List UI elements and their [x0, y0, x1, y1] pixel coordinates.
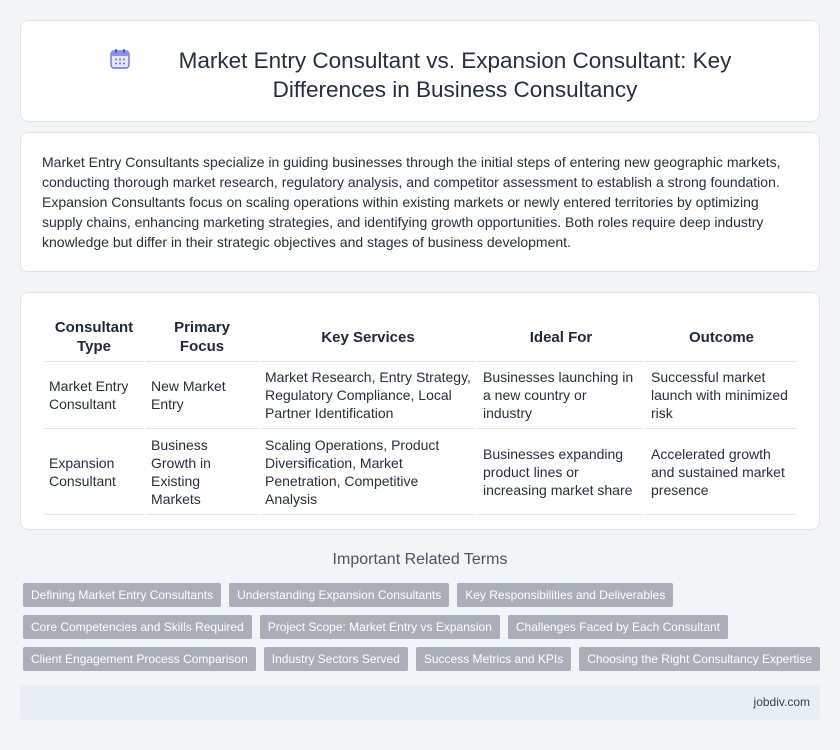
table-cell: Expansion Consultant — [44, 429, 144, 515]
table-cell: Business Growth in Existing Markets — [146, 429, 258, 515]
table-row — [44, 429, 797, 515]
related-term-tag[interactable]: Challenges Faced by Each Consultant — [508, 615, 728, 639]
footer — [20, 686, 820, 720]
table-header-row — [44, 312, 797, 362]
table-cell: Businesses expanding product lines or increasing market share — [478, 429, 644, 515]
calendar-icon — [109, 48, 131, 70]
related-term-tag[interactable]: Success Metrics and KPIs — [416, 647, 571, 671]
title-card — [20, 20, 820, 122]
table-cell: New Market Entry — [146, 362, 258, 429]
page-title-block — [21, 46, 819, 104]
tag-row — [23, 583, 823, 607]
table-cell: Market Entry Consultant — [44, 362, 144, 429]
related-term-tag[interactable]: Client Engagement Process Comparison — [23, 647, 256, 671]
intro-paragraph: Market Entry Consultants specialize in guiding businesses through the initial steps of entering new geographic markets, conducting thorough market research, regulatory analysis, and competitor assessment to establish a strong foundation. Expansion Consultants focus on scaling operations within existing markets or newly entered territories by optimizing supply chains, enhancing marketing strategies, and identifying growth opportunities. Both roles require deep industry knowledge but differ in their strategic objectives and stages of business development. — [42, 154, 781, 250]
related-terms-heading: Important Related Terms — [332, 551, 508, 568]
table-cell: Scaling Operations, Product Diversification, Market Penetration, Competitive Analysis — [260, 429, 476, 515]
tag-row — [23, 647, 823, 671]
related-term-tag[interactable]: Key Responsibilities and Deliverables — [457, 583, 673, 607]
table-header-cell: Ideal For — [478, 312, 644, 362]
table-header-cell: Outcome — [646, 312, 797, 362]
footer-site-link[interactable]: jobdiv.com — [753, 695, 810, 709]
related-term-tag[interactable]: Choosing the Right Consultancy Expertise — [579, 647, 820, 671]
table-cell: Accelerated growth and sustained market presence — [646, 429, 797, 515]
table-cell: Market Research, Entry Strategy, Regulatory Compliance, Local Partner Identification — [260, 362, 476, 429]
tag-row — [23, 615, 823, 639]
table-row — [44, 362, 797, 429]
related-terms-tags — [23, 583, 823, 679]
table-header-cell: Primary Focus — [146, 312, 258, 362]
related-term-tag[interactable]: Defining Market Entry Consultants — [23, 583, 221, 607]
table-cell: Businesses launching in a new country or industry — [478, 362, 644, 429]
related-term-tag[interactable]: Project Scope: Market Entry vs Expansion — [260, 615, 500, 639]
table-cell: Successful market launch with minimized risk — [646, 362, 797, 429]
table-header-cell: Key Services — [260, 312, 476, 362]
table-header-cell: Consultant Type — [44, 312, 144, 362]
related-term-tag[interactable]: Understanding Expansion Consultants — [229, 583, 449, 607]
comparison-table-card — [20, 292, 820, 530]
related-term-tag[interactable]: Core Competencies and Skills Required — [23, 615, 252, 639]
intro-card — [20, 132, 820, 272]
related-term-tag[interactable]: Industry Sectors Served — [264, 647, 408, 671]
comparison-table — [42, 312, 799, 515]
page-title: Market Entry Consultant vs. Expansion Consultant: Key Differences in Business Consultancy — [178, 48, 732, 102]
